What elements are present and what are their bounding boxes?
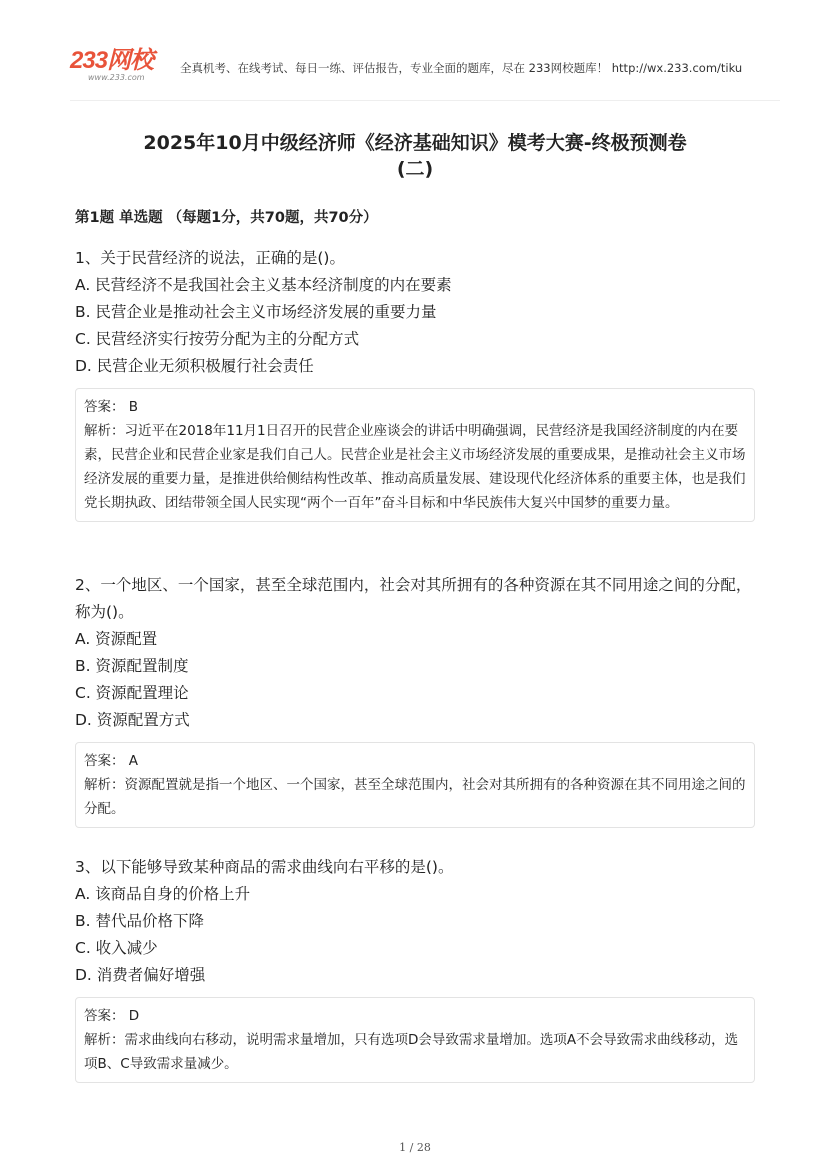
option-a: A. 该商品自身的价格上升: [75, 885, 251, 903]
option-b: B. 民营企业是推动社会主义市场经济发展的重要力量: [75, 303, 437, 321]
section-heading: 第1题 单选题 （每题1分，共70题，共70分）: [75, 210, 378, 226]
page-number: 1 / 28: [399, 1141, 431, 1154]
page-title: [75, 130, 755, 182]
logo-url: www.233.com: [88, 73, 145, 82]
question-stem: 2、一个地区、一个国家，甚至全球范围内，社会对其所拥有的各种资源在其不同用途之间的分配，称为()。: [75, 576, 752, 621]
option-c: C. 收入减少: [75, 939, 158, 957]
option-d: D. 民营企业无须积极履行社会责任: [75, 357, 314, 375]
title-line-1: 2025年10月中级经济师《经济基础知识》模考大赛-终极预测卷: [143, 132, 687, 154]
option-b: B. 替代品价格下降: [75, 912, 204, 930]
analysis: 解析：需求曲线向右移动，说明需求量增加，只有选项D会导致需求量增加。选项A不会导致需求曲线移动，选项B、C导致需求量减少。: [84, 1032, 739, 1072]
option-d: D. 消费者偏好增强: [75, 966, 206, 984]
option-a: A. 民营经济不是我国社会主义基本经济制度的内在要素: [75, 276, 452, 294]
answer-box: [75, 388, 755, 522]
question-3: [75, 854, 755, 1083]
answer-box: [75, 742, 755, 828]
page-header: [70, 48, 780, 101]
answer: 答案： B: [84, 399, 139, 415]
logo[interactable]: [70, 48, 170, 82]
question-stem: 1、关于民营经济的说法，正确的是()。: [75, 249, 345, 267]
answer-box: [75, 997, 755, 1083]
option-c: C. 资源配置理论: [75, 684, 189, 702]
header-slogan: 全真机考、在线考试、每日一练、评估报告，专业全面的题库，尽在 233网校题库！ http://wx.233.com/tiku: [180, 61, 743, 75]
answer: 答案： D: [84, 1008, 140, 1024]
answer: 答案： A: [84, 753, 139, 769]
option-a: A. 资源配置: [75, 630, 158, 648]
question-2: [75, 572, 755, 828]
option-b: B. 资源配置制度: [75, 657, 189, 675]
title-line-2: (二): [396, 158, 434, 180]
analysis: 解析：资源配置就是指一个地区、一个国家，甚至全球范围内，社会对其所拥有的各种资源在其不同用途之间的分配。: [84, 777, 746, 817]
question-1: [75, 245, 755, 522]
option-c: C. 民营经济实行按劳分配为主的分配方式: [75, 330, 360, 348]
analysis: 解析：习近平在2018年11月1日召开的民营企业座谈会的讲话中明确强调，民营经济是我国经济制度的内在要素，民营企业和民营企业家是我们自己人。民营企业是社会主义市场经济发展的重要成果，是推动社会主义市场经济发展的重要力量，是推进供给侧结构性改革、推动高质量发展、建设现代化经济体系的重要主体，也是我们党长期执政、团结带领全国人民实现“两个一百年”奋斗目标和中华民族伟大复兴中国梦的重要力量。: [84, 423, 746, 511]
option-d: D. 资源配置方式: [75, 711, 190, 729]
logo-text: 233网校: [70, 47, 154, 74]
question-stem: 3、以下能够导致某种商品的需求曲线向右平移的是()。: [75, 858, 454, 876]
